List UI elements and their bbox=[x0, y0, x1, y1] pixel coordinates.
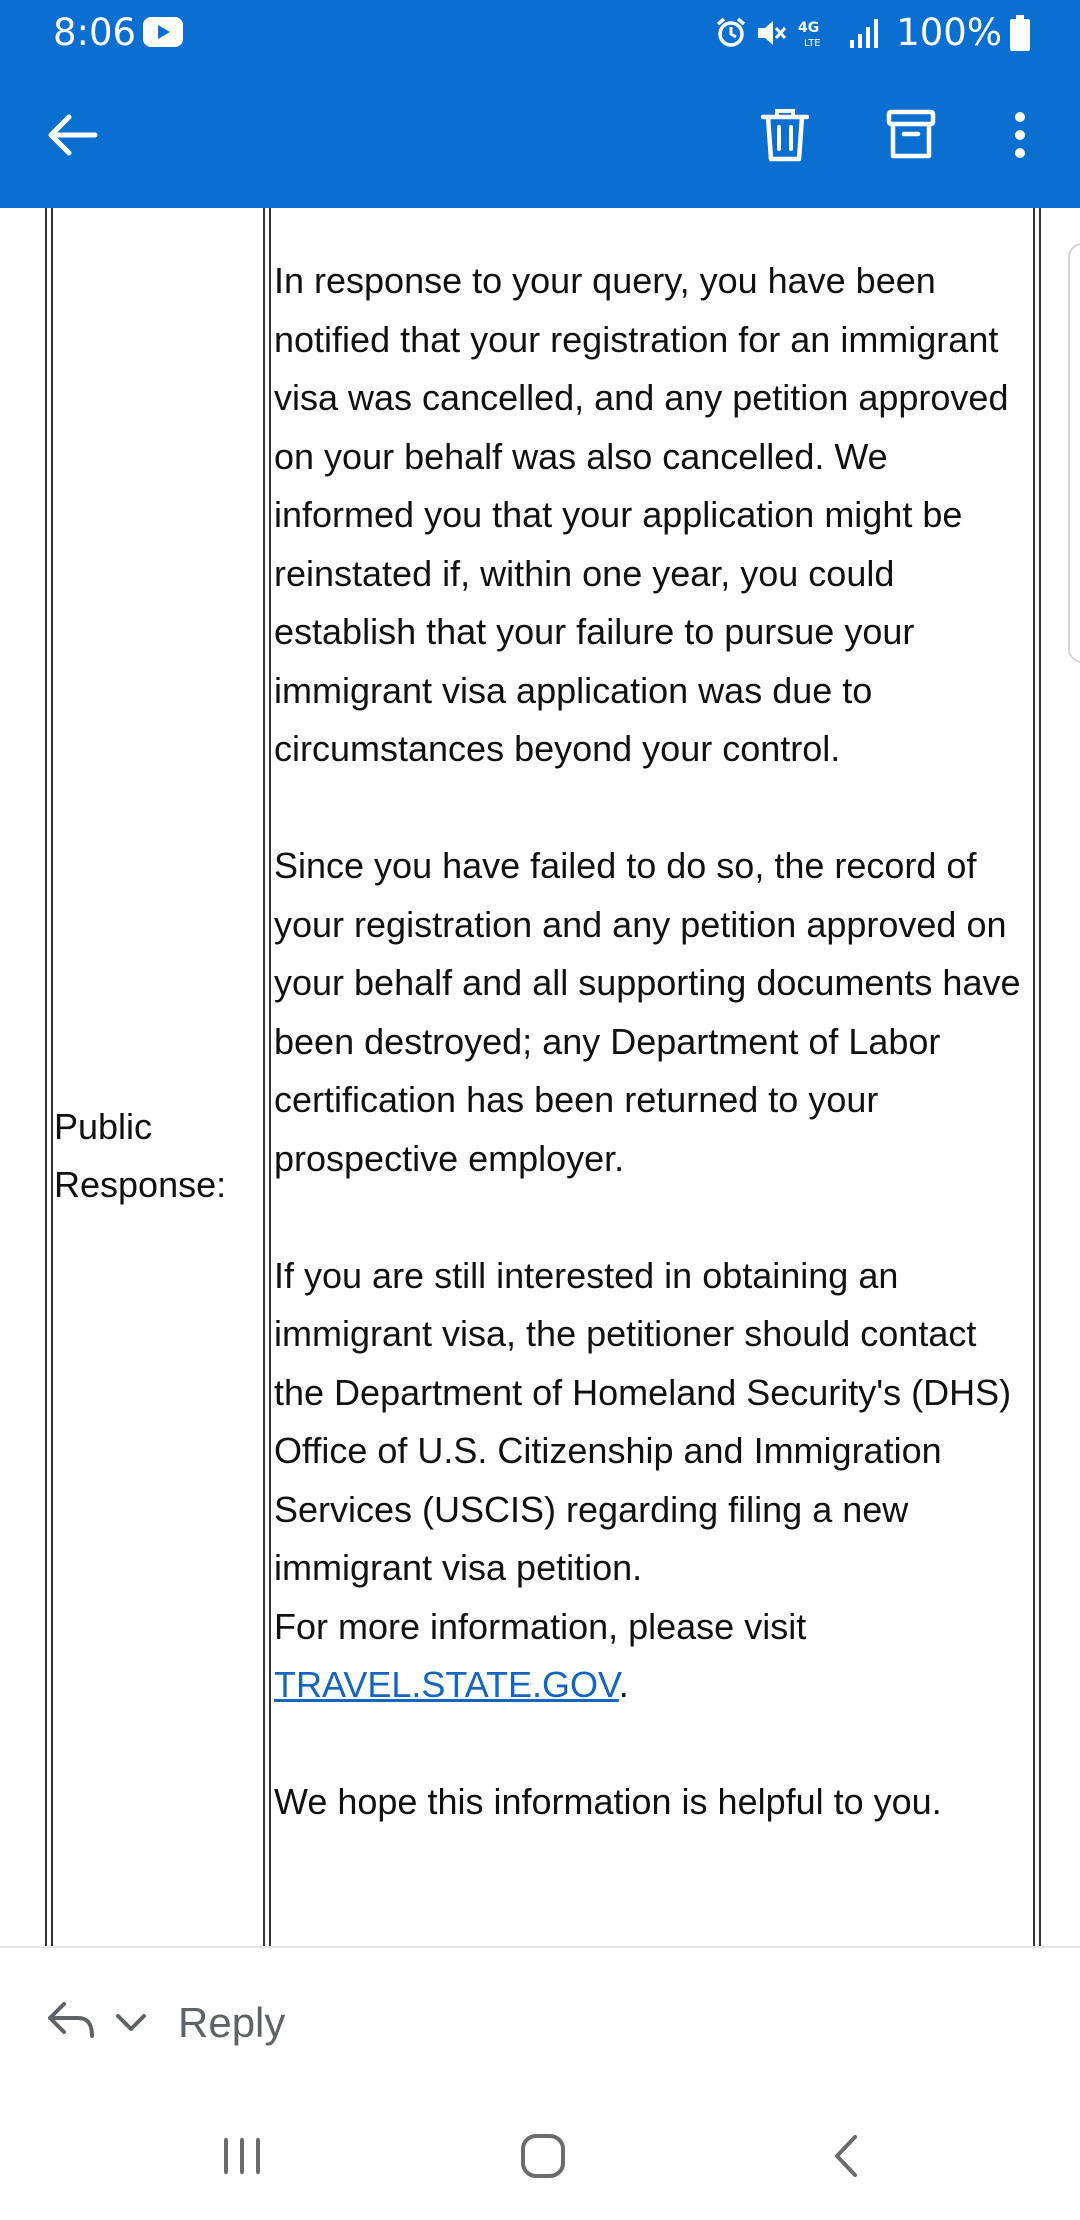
youtube-icon bbox=[143, 17, 183, 51]
table-border-left-inner bbox=[51, 208, 53, 1946]
svg-text:LTE: LTE bbox=[804, 38, 821, 49]
battery-percent: 100% bbox=[896, 11, 1002, 54]
status-time: 8:06 bbox=[53, 11, 137, 54]
scroll-indicator[interactable] bbox=[1068, 243, 1080, 663]
public-response-text bbox=[274, 252, 1034, 1890]
home-icon bbox=[519, 2132, 567, 2185]
reply-button[interactable]: Reply bbox=[178, 1999, 286, 2046]
home-button[interactable] bbox=[483, 2096, 603, 2220]
response-paragraph-3: If you are still interested in obtaining an immigrant visa, the petitioner should contact the Department of Homeland Security's (DHS) Office of U.S. Citizenship and Immigration Services (USCIS) regarding filing a new immigrant visa petition. bbox=[274, 1254, 1012, 1588]
mute-icon bbox=[754, 16, 788, 50]
more-options-button[interactable] bbox=[990, 66, 1050, 208]
recent-apps-button[interactable] bbox=[182, 2096, 302, 2220]
back-arrow-icon bbox=[47, 113, 99, 162]
trash-icon bbox=[761, 107, 809, 168]
system-nav-bar bbox=[0, 2096, 1080, 2220]
label-line-1: Public bbox=[54, 1106, 153, 1147]
reply-arrow-icon[interactable] bbox=[46, 2000, 96, 2045]
archive-button[interactable] bbox=[866, 66, 956, 208]
back-button[interactable] bbox=[28, 66, 118, 208]
recent-apps-icon bbox=[220, 2136, 264, 2181]
app-bar bbox=[0, 66, 1080, 208]
table-border-right-outer bbox=[1039, 208, 1041, 1946]
reply-bar bbox=[0, 1946, 1080, 2096]
table-divider-outer bbox=[263, 208, 265, 1946]
table-border-left-outer bbox=[45, 208, 47, 1946]
email-body[interactable] bbox=[0, 208, 1080, 1946]
closing-line: We hope this information is helpful to you. bbox=[274, 1781, 942, 1822]
battery-icon bbox=[1010, 15, 1030, 51]
alarm-icon bbox=[714, 16, 748, 50]
status-icons bbox=[714, 10, 1030, 56]
svg-text:4G: 4G bbox=[798, 20, 820, 36]
more-info-line bbox=[274, 1598, 1034, 1715]
label-line-2: Response: bbox=[54, 1164, 227, 1205]
response-paragraph-2: Since you have failed to do so, the record of your registration and any petition approved on your behalf and all supporting documents have been destroyed; any Department of Labor certification has been returned to your prospective employer. bbox=[274, 845, 1021, 1179]
delete-button[interactable] bbox=[740, 66, 830, 208]
nav-back-button[interactable] bbox=[786, 2096, 906, 2220]
response-paragraph-1: In response to your query, you have been notified that your registration for an immigrant visa was cancelled, and any petition approved on your behalf was also cancelled. We informed you that your application might be reinstated if, within one year, you could establish that your failure to pursue your immigrant visa application was due to circumstances beyond your control. bbox=[274, 260, 1009, 769]
link-suffix: . bbox=[618, 1664, 629, 1705]
public-response-label bbox=[54, 1098, 264, 1214]
more-vert-icon bbox=[1013, 111, 1027, 164]
travel-state-gov-link[interactable]: TRAVEL.STATE.GOV bbox=[274, 1664, 619, 1705]
network-type-icon bbox=[796, 16, 830, 50]
more-info-text: For more information, please visit bbox=[274, 1605, 807, 1647]
signal-icon bbox=[848, 16, 882, 50]
nav-back-icon bbox=[831, 2133, 861, 2184]
archive-icon bbox=[886, 109, 936, 166]
table-divider-inner bbox=[269, 208, 271, 1946]
status-bar bbox=[0, 0, 1080, 66]
chevron-down-icon[interactable] bbox=[114, 2012, 148, 2039]
